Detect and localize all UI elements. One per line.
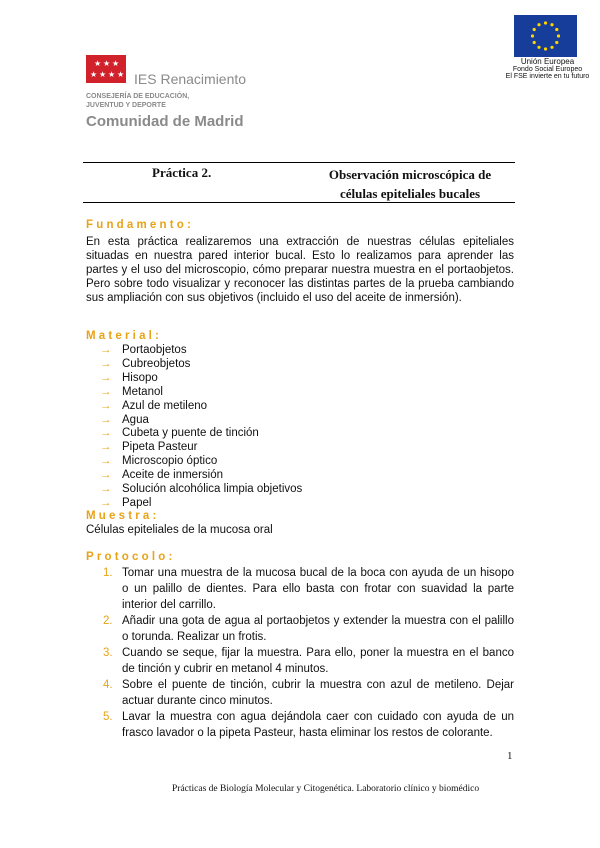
comunidad-madrid-logo [86,55,126,83]
comunidad-name: Comunidad de Madrid [86,113,244,130]
list-item: → Papel [100,496,152,509]
material-heading: Material: [86,330,163,342]
muestra-text: Células epiteliales de la mucosa oral [86,524,273,536]
practice-title [305,165,515,203]
list-item: → Metanol [100,385,163,398]
practice-title-line1: Observación microscópica de [328,167,492,182]
fundamento-heading: Fundamento: [86,219,195,231]
arrow-icon: → [100,483,112,496]
list-item: → Aceite de inmersión [100,469,223,482]
muestra-heading: Muestra: [86,510,160,522]
fundamento-text: En esta práctica realizaremos una extracción de nuestras células epiteliales situadas en nuestra pared interior bucal. Esto lo realizamos para aprender las partes y el uso del microscopio, cómo preparar nuestra muestra en el portaobjetos. Pero sobre todo visualizar y reconocer las distintas partes de la prueba cambiando sus ampliación con sus objetivos (incluido el uso del aceite de inmersión). [86,236,514,304]
eu-stars-icon [514,15,577,57]
school-name: IES Renacimiento [134,71,247,87]
list-item: → Agua [100,413,149,426]
star-icon: ★ [112,59,120,68]
star-icon: ★ [90,70,98,79]
eu-flag-icon [514,15,577,57]
practice-number: Práctica 2. [152,165,212,180]
eu-line1: Unión Europea [520,57,575,66]
page-footer: Prácticas de Biología Molecular y Citogenética. Laboratorio clínico y biomédico [172,784,480,794]
star-icon: ★ [108,70,116,79]
star-icon: ★ [103,59,111,68]
list-item: → Cubeta y puente de tinción [100,427,259,440]
star-icon: ★ [99,70,107,79]
protocol-step: 4. Sobre el puente de tinción, cubrir la muestra con azul de metileno. Dejar actuar durante cinco minutos. [103,679,514,707]
arrow-icon: → [100,357,112,370]
star-icon: ★ [94,59,102,68]
eu-line3: El FSE invierte en tu futuro [505,73,590,80]
material-list [100,344,302,511]
arrow-icon: → [100,413,112,426]
arrow-icon: → [100,427,112,440]
protocol-step: 2. Añadir una gota de agua al portaobjetos y extender la muestra con el palillo o torunda. Realizar un frotis. [103,615,514,643]
list-item: → Solución alcohólica limpia objetivos [100,483,303,496]
protocolo-heading: Protocolo: [86,551,176,563]
eu-line2: Fondo Social Europeo [512,65,583,73]
arrow-icon: → [100,399,112,412]
arrow-icon: → [100,469,112,482]
arrow-icon: → [100,455,112,468]
consejeria-text: CONSEJERÍA DE EDUCACIÓN, JUVENTUD Y DEPORTE [86,93,190,109]
list-item: → Portaobjetos [100,344,187,356]
arrow-icon: → [100,441,112,454]
arrow-icon: → [100,371,112,384]
page-number: 1 [507,750,513,762]
practice-title-line2: células epiteliales bucales [339,186,481,201]
protocol-step: 1. Tomar una muestra de la mucosa bucal de la boca con ayuda de un hisopo o un palillo de dientes. Para ello basta con frotar con suavidad la parte interior del carrillo. [103,567,514,611]
title-rule-bottom [83,202,515,203]
eu-caption [500,58,595,81]
protocol-step: 3. Cuando se seque, fijar la muestra. Para ello, poner la muestra en el banco de tinción y cubrir en metanol 4 minutos. [103,647,514,675]
list-item: → Azul de metileno [100,399,208,412]
arrow-icon: → [100,344,112,356]
star-icon: ★ [117,70,125,79]
list-item: → Hisopo [100,371,158,384]
protocol-step: 5. Lavar la muestra con agua dejándola caer con cuidado con ayuda de un frasco lavador o la pipeta Pasteur, hasta eliminar los restos de colorante. [103,711,514,739]
arrow-icon: → [100,496,112,509]
list-item: → Pipeta Pasteur [100,441,198,454]
list-item: → Cubreobjetos [100,357,191,370]
title-rule-top [83,162,515,163]
protocolo-list [100,565,514,741]
arrow-icon: → [100,385,112,398]
list-item: → Microscopio óptico [100,455,218,468]
